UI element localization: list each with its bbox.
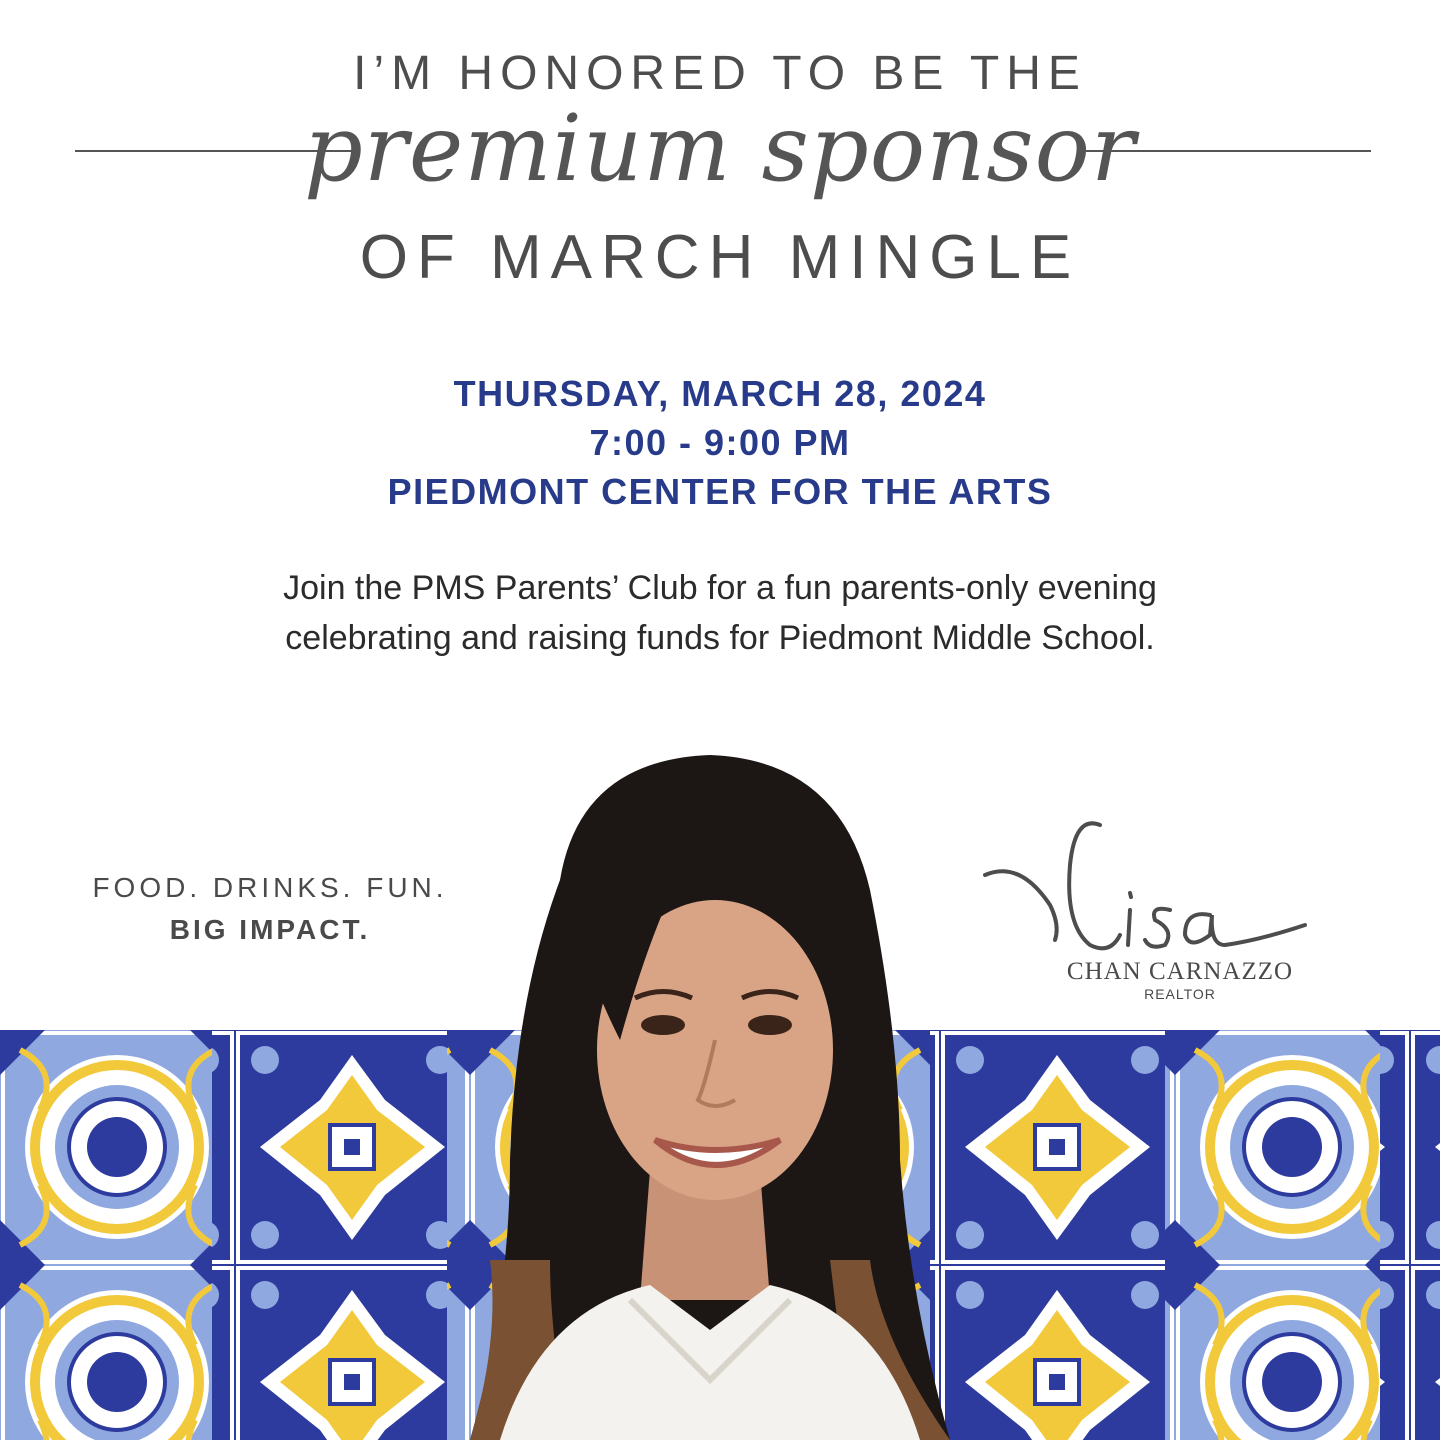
lisa-signature-logo [980,805,1310,975]
event-description [0,563,1440,663]
headline-bottom: OF MARCH MINGLE [359,223,1081,292]
tagline-line-1: FOOD. DRINKS. FUN. [92,872,448,903]
event-venue: PIEDMONT CENTER FOR THE ARTS [387,471,1053,512]
description-line-1: Join the PMS Parents’ Club for a fun parents-only evening [283,569,1157,607]
event-date: THURSDAY, MARCH 28, 2024 [453,373,987,414]
tagline-line-2: BIG IMPACT. [169,914,371,945]
headline-top: I’M HONORED TO BE THE [353,47,1087,100]
event-time: 7:00 - 9:00 PM [589,422,851,463]
sponsor-portrait-photo [430,740,990,1440]
description-line-2: celebrating and raising funds for Piedmont Middle School. [285,619,1155,657]
sponsor-name: CHAN CARNAZZO [1066,958,1294,985]
sponsor-role: REALTOR [1144,986,1216,1002]
premium-sponsor-script: premium sponsor [303,95,1137,202]
